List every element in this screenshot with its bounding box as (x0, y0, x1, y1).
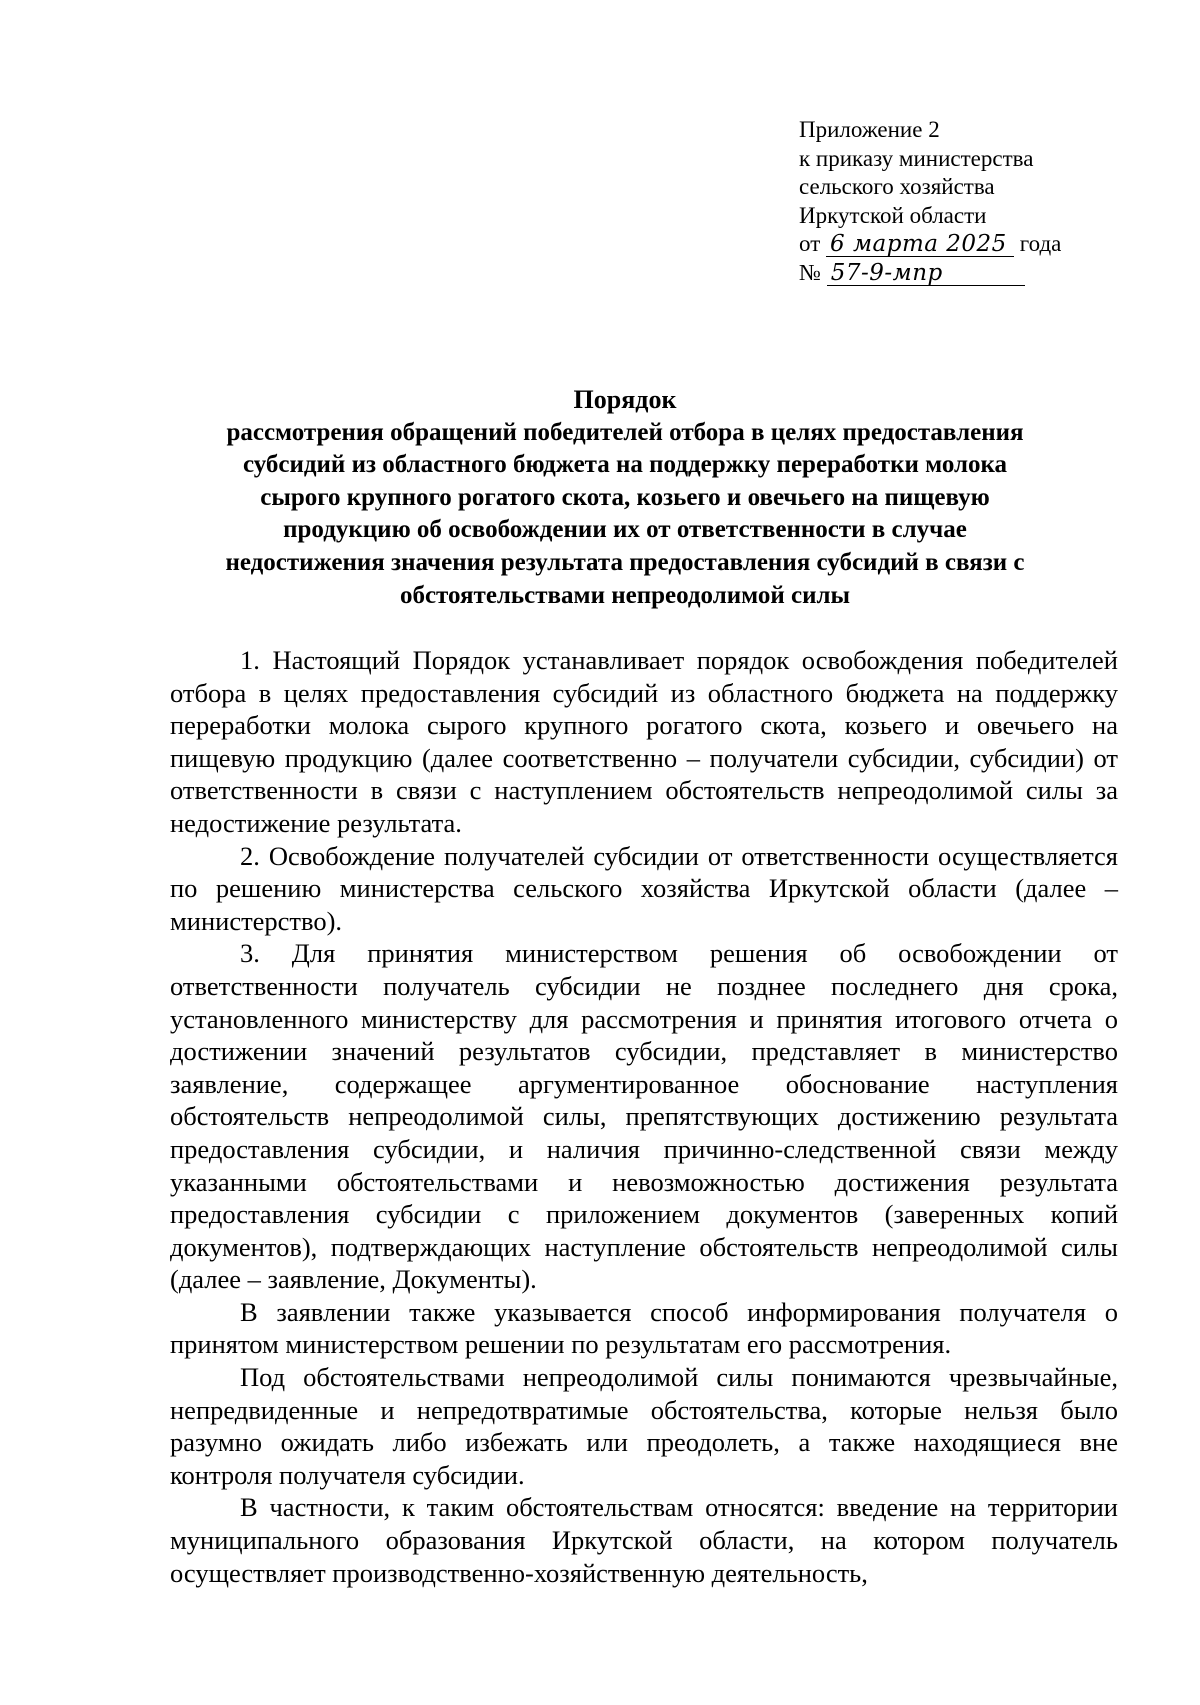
title-line: сырого крупного рогатого скота, козьего и овечьего на пищевую (260, 483, 990, 511)
body-paragraph: 1. Настоящий Порядок устанавливает порядок освобождения победителей отбора в целях предоставления субсидий из областного бюджета на поддержку переработки молока сырого крупного рогатого скота, козьего и овечьего на пищевую продукцию (далее соответственно – получатели субсидии, субсидии) от ответственности в связи с наступлением обстоятельств непреодолимой силы за недостижение результата. (170, 645, 1118, 838)
handwritten-number: 57-9-мпр (827, 261, 1025, 286)
title-heading: Порядок (573, 385, 677, 414)
appendix-number-line (799, 259, 1119, 288)
body-paragraph: 2. Освобождение получателей субсидии от ответственности осуществляется по решению министерства сельского хозяйства Иркутской области (далее – министерство). (170, 840, 1118, 936)
title-line: недостижения значения результата предоставления субсидий в связи с (225, 548, 1025, 576)
appendix-line: Приложение 2 (799, 117, 940, 142)
appendix-line: к приказу министерства (799, 145, 1034, 171)
number-prefix: № (799, 259, 821, 285)
title-line: рассмотрения обращений победителей отбора в целях предоставления (226, 418, 1024, 446)
appendix-line: сельского хозяйства (799, 174, 995, 199)
document-body (170, 644, 1118, 1589)
title-line: субсидий из областного бюджета на поддержку переработки молока (242, 451, 1008, 479)
handwritten-date: 6 марта 2025 (826, 232, 1014, 257)
document-title (160, 384, 1090, 612)
body-paragraph: 3. Для принятия министерством решения об освобождении от ответственности получатель субсидии не позднее последнего дня срока, установленного министерству для рассмотрения и принятия итогового отчета о достижении значений результатов субсидии, представляет в министерство заявление, содержащее аргументированное обоснование наступления обстоятельств непреодолимой силы, препятствующих достижению результата предоставления субсидии, и наличия причинно-следственной связи между указанными обстоятельствами и невозможностью достижения результата предоставления субсидии с приложением документов (заверенных копий документов), подтверждающих наступление обстоятельств непреодолимой силы (далее – заявление, Документы). (170, 938, 1118, 1295)
date-suffix: года (1019, 231, 1062, 256)
date-prefix: от (799, 231, 821, 256)
appendix-attribution (799, 116, 1119, 287)
appendix-line: Иркутской области (799, 202, 987, 228)
body-paragraph: Под обстоятельствами непреодолимой силы понимаются чрезвычайные, непредвиденные и непредотвратимые обстоятельства, которые нельзя было разумно ожидать либо избежать или преодолеть, а также находящиеся вне контроля получателя субсидии. (170, 1362, 1118, 1490)
title-line: продукцию об освобождении их от ответственности в случае (283, 516, 967, 544)
body-paragraph: В частности, к таким обстоятельствам относятся: введение на территории муниципального образования Иркутской области, на котором получатель осуществляет производственно-хозяйственную деятельность, (170, 1492, 1118, 1588)
title-line: обстоятельствами непреодолимой силы (399, 581, 851, 609)
appendix-date-line (799, 230, 1119, 259)
body-paragraph: В заявлении также указывается способ информирования получателя о принятом министерством решении по результатам его рассмотрения. (170, 1296, 1118, 1360)
